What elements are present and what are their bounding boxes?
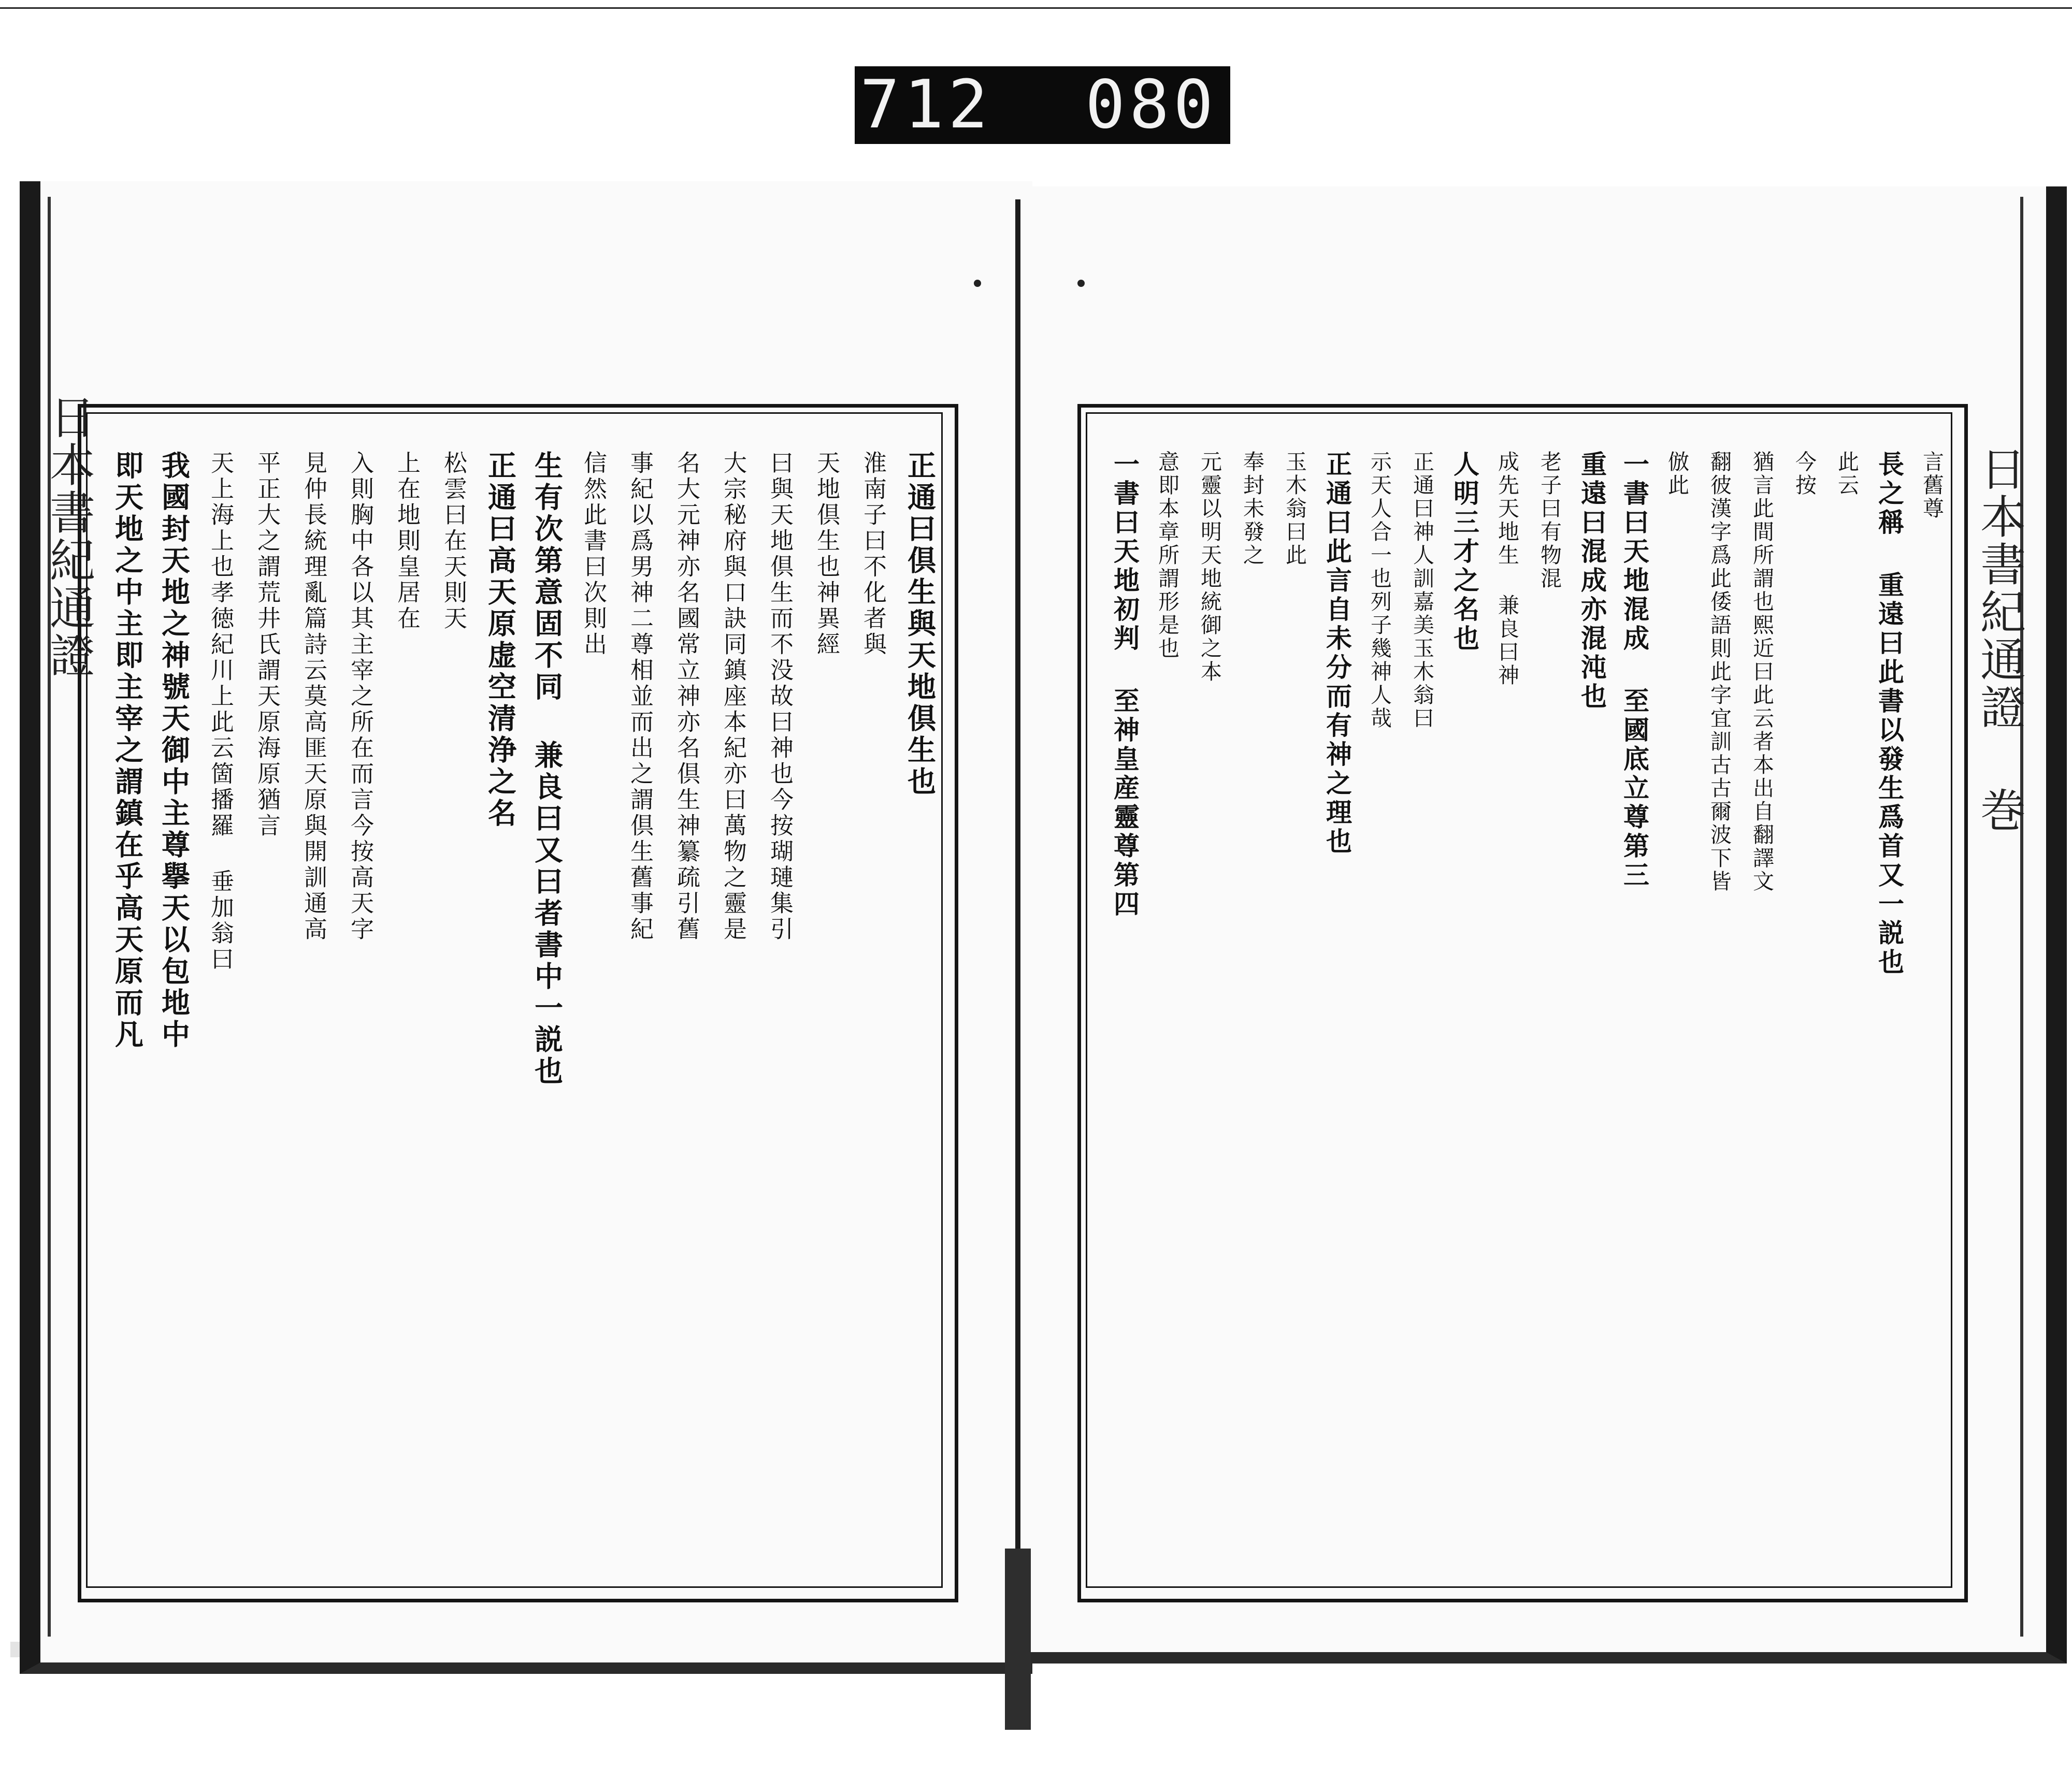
reel-number-left: 712 [860,66,992,143]
text-column: 淮南子曰不化者與 [859,451,887,658]
text-column: 我國封天地之神號天御中主尊擧天以包地中 [157,451,191,1051]
text-column: 事紀以爲男神二尊相並而出之謂倶生舊事紀 [626,451,654,943]
text-column: 老子曰有物混 [1537,451,1562,590]
text-column: 一書曰天地初判 至神皇産靈尊第四 [1110,451,1140,919]
text-column: 信然此書曰次則出 [580,451,607,658]
text-column: 大宗秘府與口訣同鎮座本紀亦曰萬物之靈是 [720,451,747,943]
text-column: 今按 [1792,451,1817,497]
text-column: 上在地則皇居在 [393,451,421,632]
text-column: 曰與天地倶生而不没故曰神也今按瑚璉集引 [766,451,794,943]
reel-number-right: 080 [1085,66,1218,143]
text-column: 見仲長統理亂篇詩云莫高匪天原與開訓通高 [300,451,327,943]
text-column: 示天人合一也列子幾神人哉 [1367,451,1392,730]
text-column: 元靈以明天地統御之本 [1197,451,1222,684]
scan-border-line [0,7,2072,9]
binding-shadow [1005,1549,1031,1730]
text-column: 天上海上也孝徳紀川上此云箇播羅 垂加翁曰 [207,451,234,973]
text-column: 猶言此間所謂也熙近曰此云者本出自翻譯文 [1749,451,1774,893]
text-column: 即天地之中主即主宰之謂鎮在乎高天原而凡 [110,451,144,1051]
scan-speck [974,280,981,287]
text-column: 正通曰倶生與天地倶生也 [903,451,937,798]
text-column: 成先天地生 兼良曰神 [1494,451,1519,687]
text-column: 名大元神亦名國常立神亦名倶生神纂疏引舊 [673,451,700,943]
left-running-head: 日本書紀通證 [42,394,96,679]
text-column: 平正大之謂荒井氏謂天原海原猶言 [253,451,281,839]
scan-speck [1077,280,1085,287]
text-column: 翻彼漢字爲此倭語則此字宜訓古古爾波下皆 [1707,451,1732,893]
text-column: 松雲曰在天則天 [440,451,467,632]
text-column: 生有次第意固不同 兼良曰又曰者書中一説也 [530,451,564,1088]
text-column: 入則胸中各以其主宰之所在而言今按高天字 [347,451,374,943]
text-column: 此云 [1834,451,1859,497]
text-column: 意即本章所謂形是也 [1155,451,1179,660]
text-column: 天地倶生也神異經 [813,451,840,658]
right-running-head: 日本書紀通證 巻 [1973,445,2026,834]
left-page-text [98,451,943,1580]
text-column: 長之稱 重遠曰此書以發生爲首又一説也 [1874,451,1905,977]
text-column: 正通曰此言自未分而有神之理也 [1322,451,1352,857]
text-column: 奉封未發之 [1240,451,1264,567]
text-column: 人明三才之名也 [1449,451,1480,654]
text-column: 重遠曰混成亦混沌也 [1577,451,1607,712]
text-column: 倣此 [1664,451,1689,497]
text-column: 正通曰高天原虚空清浄之名 [483,451,517,830]
text-column: 一書曰天地混成 至國底立尊第三 [1619,451,1650,890]
text-column: 正通曰神人訓嘉美玉木翁曰 [1409,451,1434,730]
book-binding-gutter [1015,199,1020,1727]
text-column: 玉木翁曰此 [1282,451,1307,567]
microfilm-reel-label [855,66,1230,144]
text-column: 言舊尊 [1919,451,1944,520]
right-page-text [1098,451,1953,1580]
